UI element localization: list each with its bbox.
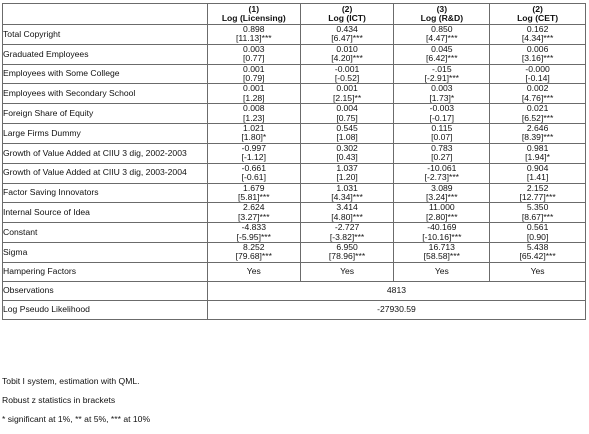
coefficient-cell bbox=[207, 203, 300, 223]
note-z-statistics: Robust z statistics in brackets bbox=[2, 395, 116, 405]
row-label: Factor Saving Innovators bbox=[3, 183, 208, 203]
row-label: Employees with Some College bbox=[3, 64, 208, 84]
row-label: Total Copyright bbox=[3, 25, 208, 45]
coefficient-cell bbox=[394, 25, 490, 45]
table-body bbox=[3, 25, 586, 320]
cell-value: Yes bbox=[300, 262, 394, 281]
z-statistic: [11.13]*** bbox=[235, 33, 272, 44]
column-title: Log (CET) bbox=[517, 13, 559, 23]
coefficient-cell bbox=[300, 183, 394, 203]
table-notes bbox=[2, 377, 150, 434]
coefficient-value: 1.679 bbox=[243, 182, 265, 193]
coefficient-cell bbox=[300, 242, 394, 262]
cell-value: Yes bbox=[394, 262, 490, 281]
header-blank-cell bbox=[3, 4, 208, 25]
table-row bbox=[3, 84, 586, 104]
table-row bbox=[3, 223, 586, 243]
row-label: Growth of Value Added at CIIU 3 dig, 2002-2003 bbox=[3, 143, 208, 163]
z-statistic: [0.27] bbox=[431, 152, 453, 163]
z-statistic: [-2.73]*** bbox=[424, 172, 460, 183]
coefficient-value: -0.003 bbox=[429, 103, 455, 114]
z-statistic: [3.27]*** bbox=[238, 211, 270, 222]
coefficient-cell bbox=[394, 143, 490, 163]
coefficient-cell bbox=[394, 183, 490, 203]
note-significance: * significant at 1%, ** at 5%, *** at 10% bbox=[2, 414, 151, 424]
z-statistic: [2.80]*** bbox=[426, 211, 458, 222]
coefficient-value: 0.004 bbox=[336, 103, 358, 114]
header-row bbox=[3, 4, 586, 25]
coefficient-value: 11.000 bbox=[429, 202, 455, 213]
z-statistic: [1.23] bbox=[243, 112, 265, 123]
coefficient-cell bbox=[300, 124, 394, 144]
coefficient-cell bbox=[394, 242, 490, 262]
cell-value: Yes bbox=[490, 262, 586, 281]
z-statistic: [4.20]*** bbox=[331, 53, 363, 64]
coefficient-cell bbox=[300, 104, 394, 124]
z-statistic: [0.77] bbox=[243, 53, 265, 64]
coefficient-value: 1.021 bbox=[243, 123, 265, 134]
coefficient-cell bbox=[394, 163, 490, 183]
z-statistic: [-2.91]*** bbox=[424, 73, 460, 84]
coefficient-value: 0.003 bbox=[243, 43, 265, 54]
coefficient-value: 0.003 bbox=[431, 83, 453, 94]
coefficient-cell bbox=[207, 64, 300, 84]
table-row bbox=[3, 163, 586, 183]
coefficient-value: 0.783 bbox=[431, 142, 453, 153]
coefficient-value: 5.438 bbox=[526, 241, 549, 252]
row-label: Growth of Value Added at CIIU 3 dig, 2003-2004 bbox=[3, 163, 208, 183]
row-label: Foreign Share of Equity bbox=[3, 104, 208, 124]
column-header-rd bbox=[394, 4, 490, 25]
cell-value: Yes bbox=[207, 262, 300, 281]
z-statistic: [0.43] bbox=[336, 152, 358, 163]
row-label: Graduated Employees bbox=[3, 44, 208, 64]
coefficient-cell bbox=[207, 84, 300, 104]
coefficient-cell bbox=[207, 242, 300, 262]
row-label: Hampering Factors bbox=[3, 262, 208, 281]
z-statistic: [1.08] bbox=[336, 132, 358, 143]
table-row-log-pseudo-likelihood bbox=[3, 300, 586, 319]
z-statistic: [8.39]*** bbox=[521, 132, 554, 143]
z-statistic: [8.67]*** bbox=[521, 211, 554, 222]
coefficient-value: -.015 bbox=[432, 63, 452, 74]
column-header-cet bbox=[490, 4, 586, 25]
coefficient-value: -2.727 bbox=[334, 222, 360, 233]
coefficient-value: 6.950 bbox=[336, 241, 358, 252]
coefficient-cell bbox=[300, 203, 394, 223]
column-header-ict bbox=[300, 4, 394, 25]
z-statistic: [-10.16]*** bbox=[422, 231, 462, 242]
coefficient-cell bbox=[207, 163, 300, 183]
coefficient-value: 0.008 bbox=[243, 103, 265, 114]
coefficient-value: 3.089 bbox=[431, 182, 453, 193]
coefficient-cell bbox=[490, 124, 586, 144]
row-label: Log Pseudo Likelihood bbox=[3, 300, 208, 319]
coefficient-cell bbox=[300, 64, 394, 84]
column-number: (2) bbox=[532, 3, 543, 14]
table-row bbox=[3, 25, 586, 45]
coefficient-value: 2.152 bbox=[526, 182, 549, 193]
coefficient-value: 1.031 bbox=[336, 182, 358, 193]
table-row bbox=[3, 104, 586, 124]
z-statistic: [5.81]*** bbox=[238, 191, 270, 202]
regression-table bbox=[2, 3, 586, 320]
coefficient-value: 0.001 bbox=[243, 63, 265, 74]
coefficient-value: 0.010 bbox=[336, 43, 358, 54]
coefficient-value: 16.713 bbox=[428, 241, 455, 252]
column-number: (1) bbox=[248, 3, 260, 14]
coefficient-cell bbox=[394, 84, 490, 104]
coefficient-cell bbox=[490, 203, 586, 223]
coefficient-cell bbox=[394, 64, 490, 84]
row-label: Sigma bbox=[3, 242, 208, 262]
coefficient-value: -40.169 bbox=[427, 222, 457, 233]
z-statistic: [0.75] bbox=[336, 112, 358, 123]
z-statistic: [4.76]*** bbox=[521, 92, 554, 103]
coefficient-value: 2.624 bbox=[243, 202, 265, 213]
coefficient-cell bbox=[490, 143, 586, 163]
coefficient-cell bbox=[207, 143, 300, 163]
coefficient-value: 0.898 bbox=[243, 24, 265, 34]
coefficient-value: 0.434 bbox=[336, 24, 358, 34]
coefficient-value: 1.037 bbox=[336, 162, 358, 173]
table-row bbox=[3, 124, 586, 144]
coefficient-value: 0.545 bbox=[336, 123, 358, 134]
coefficient-cell bbox=[394, 104, 490, 124]
coefficient-cell bbox=[300, 223, 394, 243]
row-label: Observations bbox=[3, 281, 208, 300]
z-statistic: [58.58]*** bbox=[423, 251, 460, 262]
z-statistic: [0.90] bbox=[526, 231, 549, 242]
coefficient-value: 0.115 bbox=[431, 123, 453, 134]
coefficient-value: 0.001 bbox=[336, 83, 358, 94]
table-row bbox=[3, 183, 586, 203]
coefficient-value: 0.904 bbox=[526, 162, 549, 173]
coefficient-value: -0.661 bbox=[241, 162, 266, 173]
row-label: Constant bbox=[3, 223, 208, 243]
table-row bbox=[3, 64, 586, 84]
z-statistic: [-0.52] bbox=[334, 73, 360, 84]
coefficient-cell bbox=[207, 44, 300, 64]
z-statistic: [6.52]*** bbox=[521, 112, 554, 123]
z-statistic: [1.80]* bbox=[241, 132, 267, 143]
z-statistic: [4.47]*** bbox=[426, 33, 458, 44]
coefficient-value: 0.002 bbox=[526, 83, 549, 94]
column-number: (2) bbox=[341, 3, 353, 14]
z-statistic: [3.16]*** bbox=[521, 53, 554, 64]
z-statistic: [12.77]*** bbox=[519, 191, 556, 202]
coefficient-cell bbox=[300, 163, 394, 183]
table-row bbox=[3, 203, 586, 223]
coefficient-value: 2.646 bbox=[526, 123, 549, 134]
z-statistic: [1.20] bbox=[336, 172, 358, 183]
coefficient-cell bbox=[490, 44, 586, 64]
table-row-observations bbox=[3, 281, 586, 300]
row-label: Internal Source of Idea bbox=[3, 203, 208, 223]
z-statistic: [78.96]*** bbox=[328, 251, 366, 262]
coefficient-cell bbox=[207, 124, 300, 144]
z-statistic: [6.47]*** bbox=[331, 33, 363, 44]
coefficient-value: 8.252 bbox=[243, 241, 265, 252]
z-statistic: [0.79] bbox=[243, 73, 265, 84]
z-statistic: [1.73]* bbox=[429, 92, 455, 103]
z-statistic: [3.24]*** bbox=[426, 191, 458, 202]
coefficient-cell bbox=[490, 84, 586, 104]
column-title: Log (Licensing) bbox=[221, 13, 286, 23]
coefficient-cell bbox=[490, 64, 586, 84]
coefficient-cell bbox=[490, 183, 586, 203]
coefficient-cell bbox=[207, 183, 300, 203]
coefficient-cell bbox=[300, 143, 394, 163]
cell-value: -27930.59 bbox=[207, 300, 585, 319]
coefficient-value: 0.162 bbox=[526, 24, 549, 34]
z-statistic: [-0.61] bbox=[241, 172, 266, 183]
coefficient-cell bbox=[490, 163, 586, 183]
column-title: Log (ICT) bbox=[328, 13, 366, 23]
table-row bbox=[3, 143, 586, 163]
column-title: Log (R&D) bbox=[420, 13, 464, 23]
coefficient-cell bbox=[300, 44, 394, 64]
z-statistic: [0.07] bbox=[431, 132, 453, 143]
z-statistic: [2.15]** bbox=[332, 92, 362, 103]
z-statistic: [-5.95]*** bbox=[236, 231, 271, 242]
coefficient-value: -0.000 bbox=[525, 63, 550, 74]
z-statistic: [-0.17] bbox=[429, 112, 455, 123]
coefficient-value: 3.414 bbox=[336, 202, 358, 213]
coefficient-value: -4.833 bbox=[241, 222, 266, 233]
coefficient-cell bbox=[207, 104, 300, 124]
note-estimation: Tobit I system, estimation with QML. bbox=[2, 376, 140, 386]
coefficient-cell bbox=[394, 44, 490, 64]
coefficient-cell bbox=[394, 124, 490, 144]
coefficient-value: -0.997 bbox=[241, 142, 266, 153]
coefficient-value: 0.001 bbox=[243, 83, 265, 94]
z-statistic: [-1.12] bbox=[241, 152, 266, 163]
coefficient-cell bbox=[490, 242, 586, 262]
coefficient-cell bbox=[300, 25, 394, 45]
coefficient-value: 0.006 bbox=[526, 43, 549, 54]
z-statistic: [1.41] bbox=[526, 172, 549, 183]
table-row bbox=[3, 44, 586, 64]
coefficient-cell bbox=[207, 223, 300, 243]
cell-value: 4813 bbox=[207, 281, 585, 300]
coefficient-value: -10.061 bbox=[427, 162, 457, 173]
table-row bbox=[3, 242, 586, 262]
coefficient-cell bbox=[490, 223, 586, 243]
column-header-licensing bbox=[207, 4, 300, 25]
coefficient-value: 0.302 bbox=[336, 142, 358, 153]
z-statistic: [1.28] bbox=[243, 92, 265, 103]
coefficient-value: 0.850 bbox=[431, 24, 453, 34]
coefficient-value: 0.561 bbox=[526, 222, 549, 233]
coefficient-cell bbox=[207, 25, 300, 45]
coefficient-cell bbox=[490, 104, 586, 124]
coefficient-value: 0.981 bbox=[526, 142, 549, 153]
coefficient-value: -0.001 bbox=[334, 63, 360, 74]
coefficient-cell bbox=[394, 203, 490, 223]
table-row-hampering-factors bbox=[3, 262, 586, 281]
column-number: (3) bbox=[436, 3, 448, 14]
row-label: Large Firms Dummy bbox=[3, 124, 208, 144]
z-statistic: [4.80]*** bbox=[331, 211, 363, 222]
coefficient-value: 5.350 bbox=[526, 202, 549, 213]
z-statistic: [6.42]*** bbox=[426, 53, 458, 64]
coefficient-cell bbox=[394, 223, 490, 243]
z-statistic: [1.94]* bbox=[525, 152, 551, 163]
coefficient-value: 0.021 bbox=[526, 103, 549, 114]
z-statistic: [79.68]*** bbox=[235, 251, 272, 262]
z-statistic: [65.42]*** bbox=[519, 251, 556, 262]
coefficient-cell bbox=[300, 84, 394, 104]
z-statistic: [4.34]*** bbox=[521, 33, 554, 44]
coefficient-value: 0.045 bbox=[431, 43, 453, 54]
coefficient-cell bbox=[490, 25, 586, 45]
z-statistic: [-3.82]*** bbox=[329, 231, 365, 242]
z-statistic: [4.34]*** bbox=[331, 191, 363, 202]
z-statistic: [-0.14] bbox=[525, 73, 550, 84]
row-label: Employees with Secondary School bbox=[3, 84, 208, 104]
